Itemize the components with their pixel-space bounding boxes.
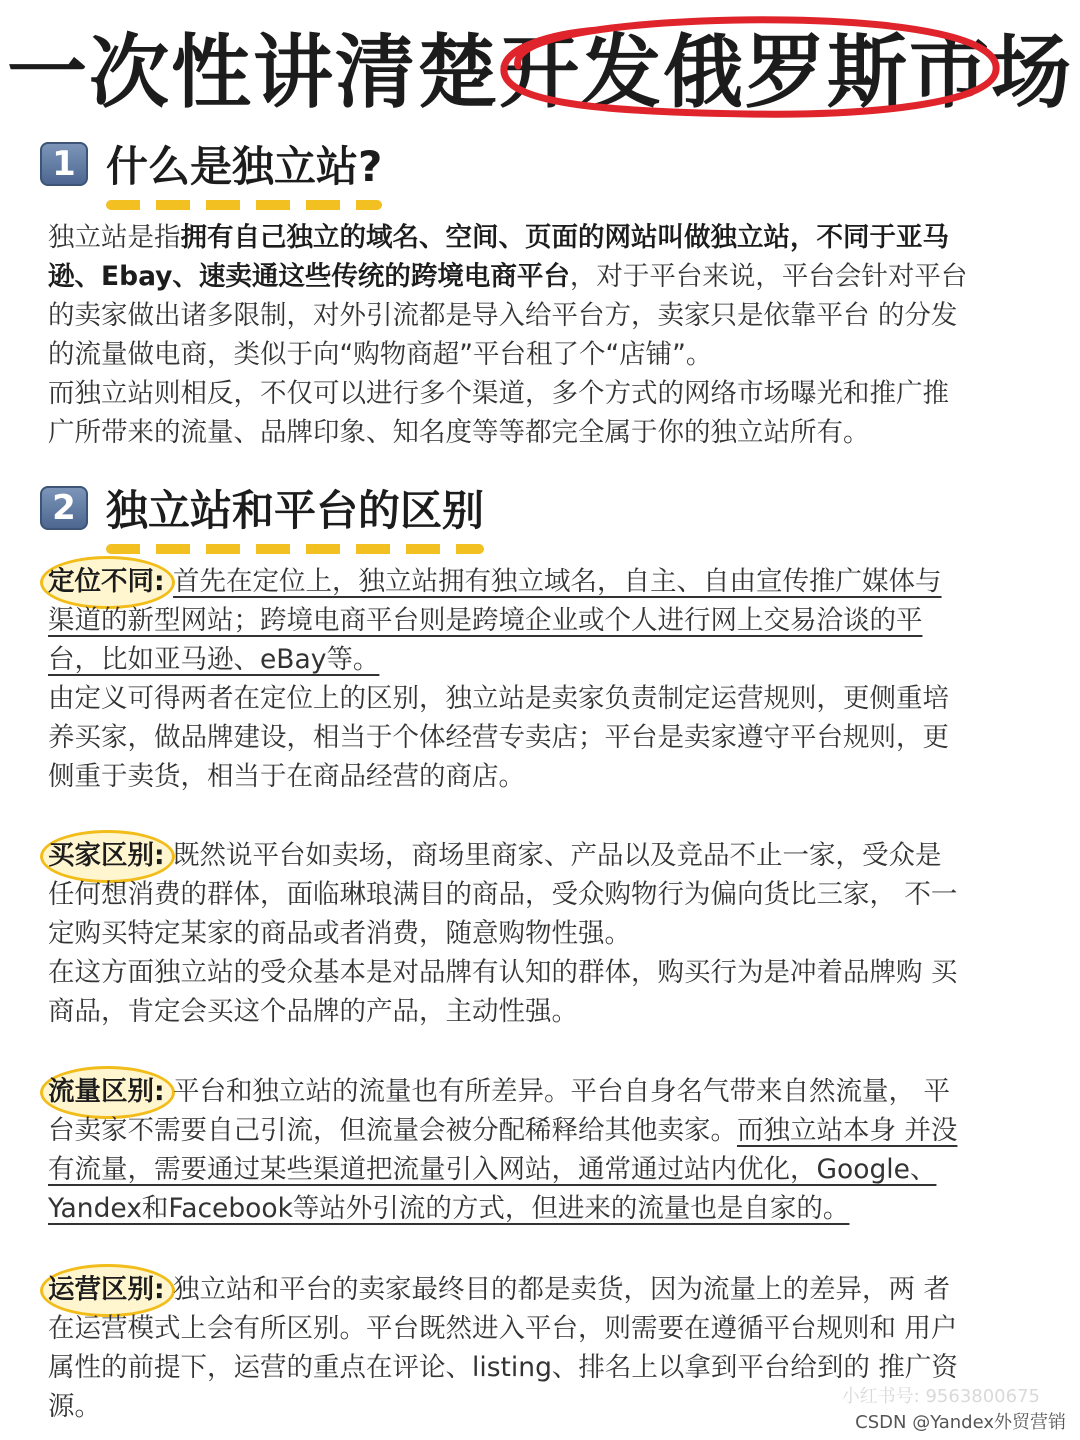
text-span: 既然说平台如卖场，商场里商家、产品以及竞品不止一家，受众是 [173, 840, 942, 871]
section-1-header [40, 134, 382, 194]
text-span: 独立站是指 [48, 222, 181, 253]
underlined-text: Yandex和Facebook等站外引流的方式，但进来的流量也是自家的。 [48, 1193, 850, 1224]
text-line: 在这方面独立站的受众基本是对品牌有认知的群体，购买行为是冲着品牌购 买 [48, 957, 958, 988]
section-2-header [40, 478, 484, 538]
section-2-heading [106, 478, 484, 538]
text-line: 定购买特定某家的商品或者消费，随意购物性强。 [48, 918, 631, 949]
heading-underline-dashes [106, 200, 382, 210]
page-title: 一次性讲清楚开发俄罗斯市场 [7, 26, 1073, 119]
text-line: 而独立站则相反，不仅可以进行多个渠道，多个方式的网络市场曝光和推广推 [48, 378, 949, 409]
number-badge-2: 2 [40, 486, 88, 530]
text-line: 的卖家做出诸多限制，对外引流都是导入给平台方，卖家只是依靠平台 的分发 [48, 300, 958, 331]
text-line: 侧重于卖货，相当于在商品经营的商店。 [48, 761, 525, 792]
keyword-positioning: 定位不同: [48, 562, 165, 601]
number-badge-1: 1 [40, 142, 88, 186]
text-span: 台卖家不需要自己引流，但流量会被分配稀释给其他卖家。 [48, 1115, 737, 1146]
text-line: 养买家，做品牌建设，相当于个体经营专卖店；平台是卖家遵守平台规则，更 [48, 722, 949, 753]
block-traffic [48, 1072, 1038, 1228]
text-line: 属性的前提下，运营的重点在评论、listing、排名上以拿到平台给到的 推广资 [48, 1352, 958, 1383]
text-span: ，对于平台来说，平台会针对平台 [569, 261, 968, 292]
section-1-heading-text: 什么是独立站? [106, 142, 383, 191]
underlined-text: 有流量，需要通过某些渠道把流量引入网站，通常通过站内优化，Google、 [48, 1154, 937, 1185]
csdn-watermark: CSDN @Yandex外贸营销 [855, 1412, 1066, 1433]
heading-underline-dashes [106, 544, 484, 554]
text-line: 在运营模式上会有所区别。平台既然进入平台，则需要在遵循平台规则和 用户 [48, 1313, 958, 1344]
keyword-buyers: 买家区别: [48, 836, 165, 875]
text-span: 独立站和平台的卖家最终目的都是卖货，因为流量上的差异，两 者 [173, 1274, 950, 1305]
xhs-watermark: 小红书号: 9563800675 [841, 1386, 1040, 1407]
underlined-text: 而独立站本身 并没 [737, 1115, 958, 1146]
keyword-operations: 运营区别: [48, 1270, 165, 1309]
text-line: 的流量做电商，类似于向“购物商超”平台租了个“店铺”。 [48, 339, 713, 370]
text-line: 源。 [48, 1391, 101, 1422]
text-line: 由定义可得两者在定位上的区别，独立站是卖家负责制定运营规则，更侧重培 [48, 683, 949, 714]
section-1-body [48, 218, 1038, 452]
underlined-text: 台，比如亚马逊、eBay等。 [48, 644, 380, 675]
section-2-heading-text: 独立站和平台的区别 [106, 486, 485, 535]
text-span: 平台和独立站的流量也有所差异。平台自身名气带来自然流量， 平 [173, 1076, 950, 1107]
keyword-traffic: 流量区别: [48, 1072, 165, 1111]
block-positioning [48, 562, 1038, 796]
bold-text: 拥有自己独立的域名、空间、页面的网站叫做独立站，不同于亚马 [180, 222, 949, 253]
text-line: 任何想消费的群体，面临琳琅满目的商品，受众购物行为偏向货比三家， 不一 [48, 879, 958, 910]
block-buyers [48, 836, 1038, 1031]
section-1-heading [106, 134, 382, 194]
text-line: 商品，肯定会买这个品牌的产品，主动性强。 [48, 996, 578, 1027]
bold-text: 逊、Ebay、速卖通这些传统的跨境电商平台 [48, 261, 570, 292]
underlined-text: 首先在定位上，独立站拥有独立域名，自主、自由宣传推广媒体与 [173, 566, 942, 597]
text-line: 广所带来的流量、品牌印象、知名度等等都完全属于你的独立站所有。 [48, 417, 870, 448]
underlined-text: 渠道的新型网站；跨境电商平台则是跨境企业或个人进行网上交易洽谈的平 [48, 605, 923, 636]
